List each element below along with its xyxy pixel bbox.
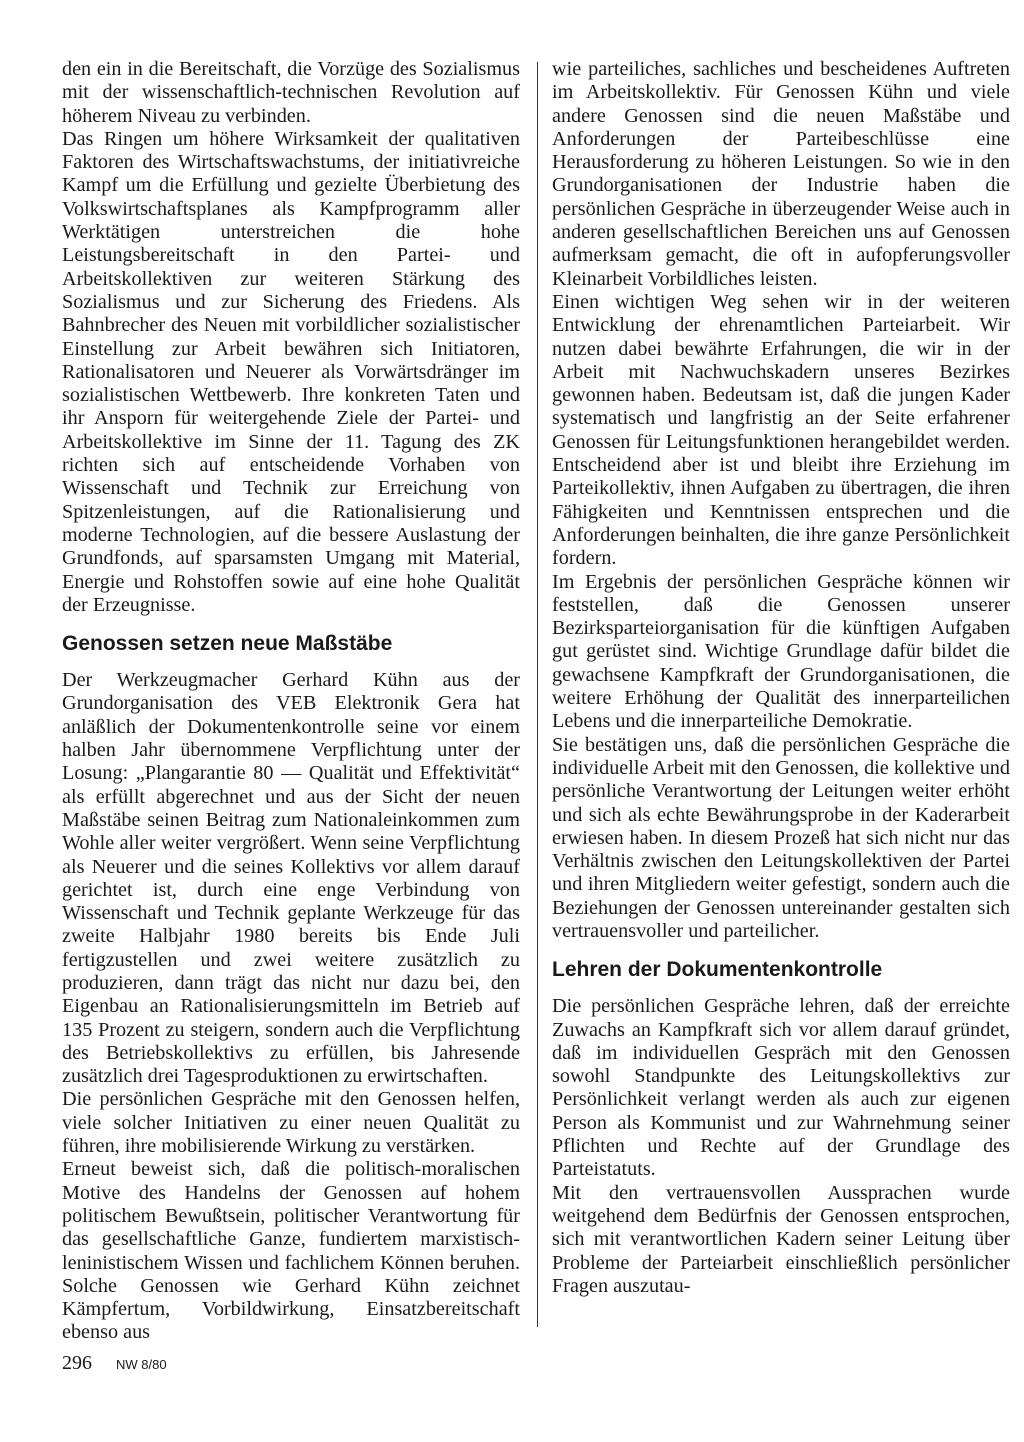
paragraph: Die persönlichen Gespräche mit den Genossen helfen, viele solcher Initiativen zu einer neuen Qualität zu führen, ihre mobilisierende Wirkung zu verstärken. xyxy=(62,1088,520,1158)
paragraph: Einen wichtigen Weg sehen wir in der weiteren Entwicklung der ehrenamtlichen Parteiarbeit. Wir nutzen dabei bewährte Erfahrungen, die wir in der Arbeit mit Nachwuchskadern unseres Bezirkes gewonnen haben. Bedeutsam ist, daß die jungen Kader systematisch und langfristig an der Seite erfahrener Genossen für Leitungsfunktionen herangebildet werden. Entscheidend aber ist und bleibt ihre Erziehung im Parteikollektiv, ihnen Aufgaben zu übertragen, die ihren Fähigkeiten und Kenntnissen entsprechen und die Anforderungen beinhalten, die ihre ganze Persönlichkeit fordern. xyxy=(552,290,1010,570)
section-heading: Lehren der Dokumentenkontrolle xyxy=(552,958,883,982)
paragraph: Der Werkzeugmacher Gerhard Kühn aus der Grundorganisation des VEB Elektronik Gera hat anläßlich der Dokumentenkontrolle seine vor einem halben Jahr übernommene Verpflichtung unter der Losung: „Plangarantie 80 — Qualität und Effektivität“ als erfüllt abgerechnet und aus der Sicht der neuen Maßstäbe seinen Beitrag zum Nationaleinkommen zum Wohle aller weiter vergrößert. Wenn seine Verpflichtung als Neuerer und die seines Kollektivs vor allem darauf gerichtet ist, durch eine enge Verbindung von Wissenschaft und Technik geplante Werkzeuge für das zweite Halbjahr 1980 bereits bis Ende Juli fertigzustellen und zwei weitere zusätzlich zu produzieren, dann trägt das nicht nur dazu bei, den Eigenbau an Rationalisierungsmitteln im Betrieb auf 135 Prozent zu steigern, sondern auch die Verpflichtung des Betriebskollektivs zu erfüllen, bis Jahresende zusätzlich drei Tagesproduktionen zu erwirtschaften. xyxy=(62,669,520,1088)
column-divider xyxy=(537,62,538,1327)
paragraph: den ein in die Bereitschaft, die Vorzüge des Sozialismus mit der wissenschaftlich-technischen Revolution auf höherem Niveau zu verbinden. xyxy=(62,58,520,127)
page-footer xyxy=(62,1352,167,1375)
right-column xyxy=(552,58,1010,1298)
paragraph: Sie bestätigen uns, daß die persönlichen Gespräche die individuelle Arbeit mit den Genossen, die kollektive und persönliche Verantwortung der Leitungen weiter erhöht und sich als echte Bewährungsprobe in der Kaderarbeit erwiesen haben. In diesem Prozeß hat sich nicht nur das Verhältnis zwischen den Leitungskollektiven der Partei und ihren Mitgliedern weiter gefestigt, sondern auch die Beziehungen der Genossen untereinander gestalten sich vertrauensvoller und parteilicher. xyxy=(552,733,1010,942)
paragraph: Das Ringen um höhere Wirksamkeit der qualitativen Faktoren des Wirtschaftswachstums, der initiativreiche Kampf um die Erfüllung und gezielte Überbietung des Volkswirtschaftsplanes als Kampfprogramm aller Werktätigen unterstreichen die hohe Leistungsbereitschaft in den Partei- und Arbeitskollektiven zur weiteren Stärkung des Sozialismus und zur Sicherung des Friedens. Als Bahnbrecher des Neuen mit vorbildlicher sozialistischer Einstellung zur Arbeit bewähren sich Initiatoren, Rationalisatoren und Neuerer als Vorwärtsdränger im sozialistischen Wettbewerb. Ihre konkreten Taten und ihr Ansporn für weitergehende Ziele der Partei- und Arbeitskollektive im Sinne der 11. Tagung des ZK richten sich auf entscheidende Vorhaben von Wissenschaft und Technik zur Erreichung von Spitzenleistungen, auf die Rationalisierung und moderne Technologien, auf die bessere Auslastung der Grundfonds, auf sparsamsten Umgang mit Material, Energie und Rohstoffen sowie auf eine hohe Qualität der Erzeugnisse. xyxy=(62,127,520,616)
paragraph: Mit den vertrauensvollen Aussprachen wurde weitgehend dem Bedürfnis der Genossen entsprochen, sich mit verantwortlichen Kadern seiner Leitung über Probleme der Parteiarbeit einschließlich persönlicher Fragen auszutau- xyxy=(552,1181,1010,1297)
journal-reference: NW 8/80 xyxy=(116,1357,167,1372)
paragraph: Erneut beweist sich, daß die politisch-moralischen Motive des Handelns der Genossen auf hohem politischem Bewußtsein, politischer Verantwortung für das gesellschaftliche Ganze, fundiertem marxistisch-leninistischem Wissen und fachlichem Können beruhen. Solche Genossen wie Gerhard Kühn zeichnet Kämpfertum, Vorbildwirkung, Einsatzbereitschaft ebenso aus xyxy=(62,1158,520,1344)
paragraph: wie parteiliches, sachliches und bescheidenes Auftreten im Arbeitskollektiv. Für Genossen Kühn und viele andere Genossen sind die neuen Maßstäbe und Anforderungen der Parteibeschlüsse eine Herausforderung zu höheren Leistungen. So wie in den Grundorganisationen der Industrie haben die persönlichen Gespräche in überzeugender Weise auch in anderen gesellschaftlichen Bereichen uns auf Genossen aufmerksam gemacht, die oft in aufopferungsvoller Kleinarbeit Vorbildliches leisten. xyxy=(552,58,1010,290)
paragraph: Die persönlichen Gespräche lehren, daß der erreichte Zuwachs an Kampfkraft sich vor allem darauf gründet, daß im individuellen Gespräch mit den Genossen sowohl Standpunkte des Leitungskollektivs zur Persönlichkeit verlangt werden als auch zur eigenen Person als Kommunist und zur Wahrnehmung seiner Pflichten und Rechte auf der Grundlage des Parteistatuts. xyxy=(552,995,1010,1181)
left-column xyxy=(62,58,520,1345)
section-heading: Genossen setzen neue Maßstäbe xyxy=(62,632,393,656)
paragraph: Im Ergebnis der persönlichen Gespräche können wir feststellen, daß die Genossen unserer Bezirksparteiorganisation für die künftigen Aufgaben gut gerüstet sind. Wichtige Grundlage dafür bildet die gewachsene Kampfkraft der Grundorganisationen, die weitere Erhöhung der Qualität des innerparteilichen Lebens und die innerparteiliche Demokratie. xyxy=(552,570,1010,733)
page-number: 296 xyxy=(62,1352,92,1374)
